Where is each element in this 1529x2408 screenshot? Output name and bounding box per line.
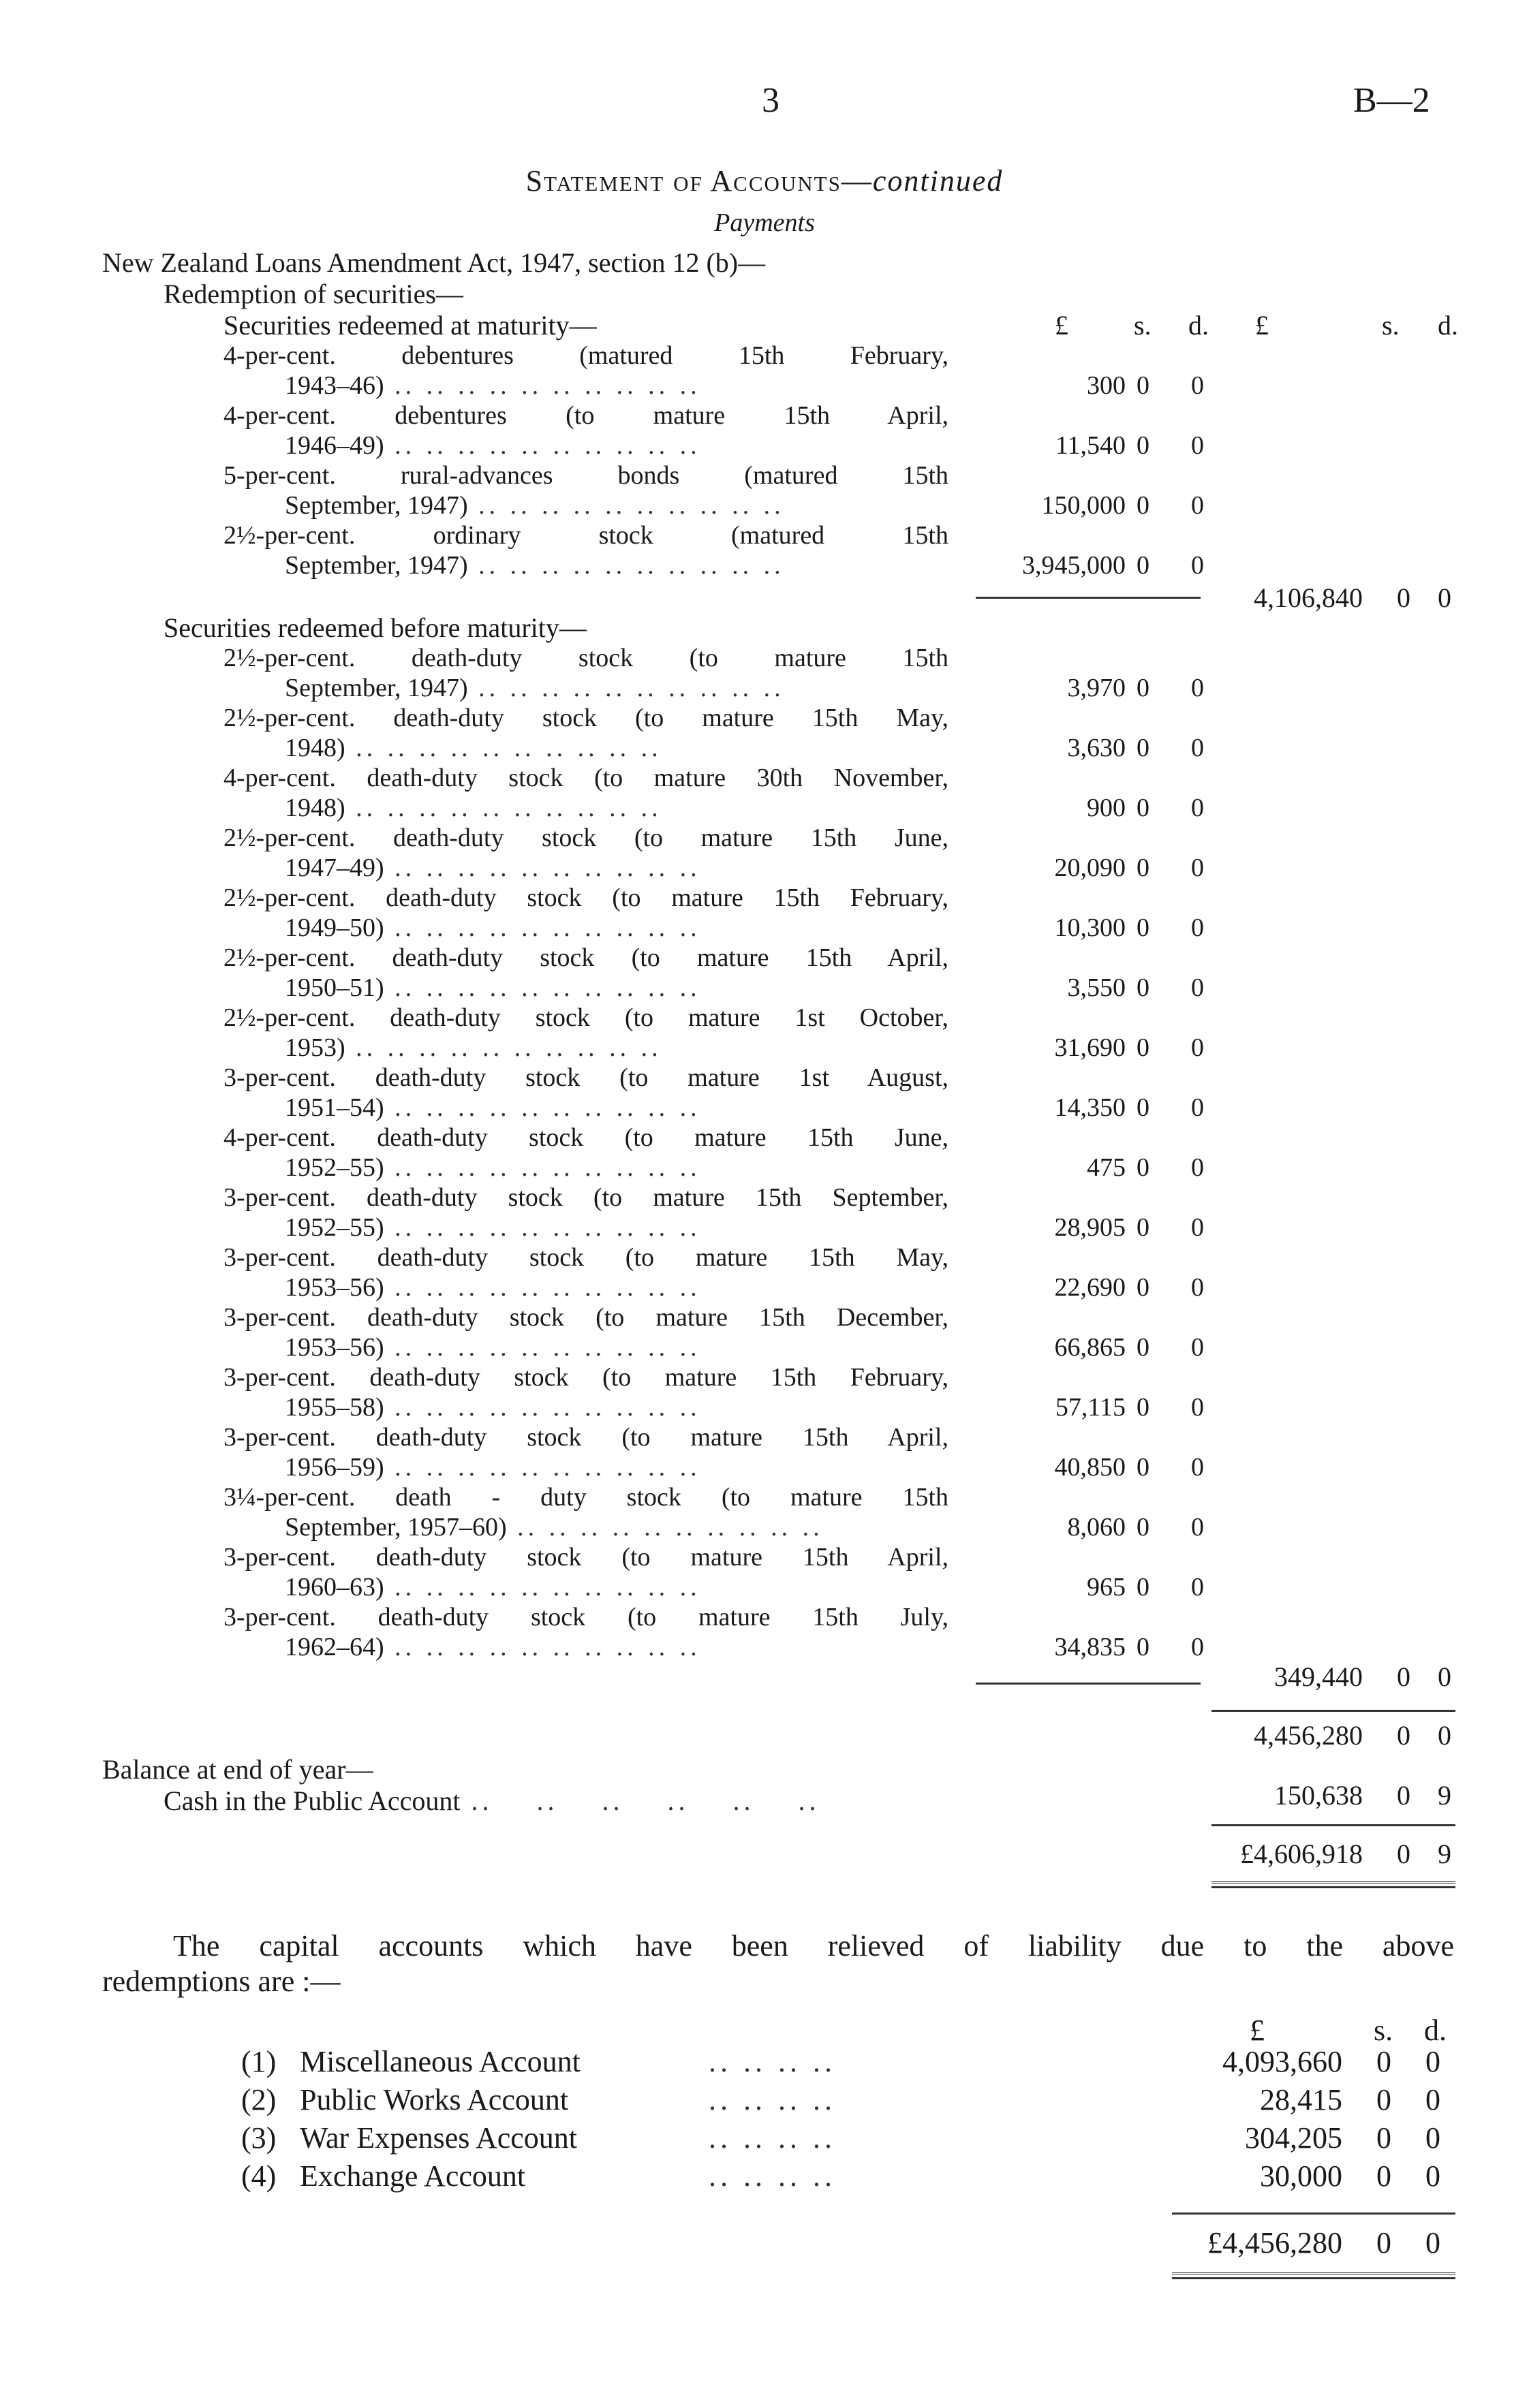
account-row bbox=[0, 2044, 1529, 2082]
security-period-text: 1951–54) bbox=[285, 1093, 384, 1122]
account-number: (4) bbox=[241, 2159, 277, 2193]
security-period bbox=[285, 1512, 948, 1542]
leader-dots: .. .. .. .. .. .. .. .. .. .. bbox=[384, 431, 701, 460]
security-amount-pounds: 150,000 bbox=[1041, 491, 1126, 520]
security-period bbox=[285, 1452, 948, 1482]
balance-shillings: 0 bbox=[1397, 1780, 1410, 1811]
security-period-text: 1943–46) bbox=[285, 371, 384, 400]
leader-dots: .. .. .. .. bbox=[709, 2159, 836, 2193]
security-period bbox=[285, 973, 948, 1003]
security-entry bbox=[0, 1542, 1529, 1602]
note-line-1: The capital accounts which have been relieved of liability due to the above bbox=[173, 1929, 1454, 1963]
accounts-total-pounds: £4,456,280 bbox=[1207, 2226, 1342, 2260]
security-period-text: September, 1947) bbox=[285, 491, 468, 520]
account-name: Miscellaneous Account bbox=[300, 2045, 581, 2078]
title-main: Statement of Accounts bbox=[525, 164, 841, 198]
security-amount-shillings: 0 bbox=[1137, 913, 1149, 942]
leader-dots: .. .. .. .. .. .. .. .. .. .. bbox=[384, 854, 701, 882]
account-number: (3) bbox=[241, 2121, 277, 2155]
balance-pounds: 150,638 bbox=[1274, 1780, 1363, 1811]
security-period bbox=[285, 1572, 948, 1602]
leader-dots: .. .. .. .. .. .. .. .. .. .. bbox=[384, 371, 701, 400]
security-amount-pounds: 475 bbox=[1087, 1153, 1126, 1182]
security-amount-shillings: 0 bbox=[1137, 734, 1149, 762]
security-amount-shillings: 0 bbox=[1137, 973, 1149, 1002]
security-amount-pounds: 3,970 bbox=[1067, 674, 1126, 702]
security-description: 3-per-cent. death-duty stock (to mature 15th December, bbox=[223, 1303, 948, 1332]
security-amount-pounds: 8,060 bbox=[1067, 1513, 1126, 1542]
pence-column-header: d. bbox=[1188, 310, 1209, 341]
leader-dots: .. .. .. .. bbox=[709, 2045, 836, 2078]
security-period bbox=[285, 1272, 948, 1302]
security-amount-pence: 0 bbox=[1191, 1453, 1204, 1482]
security-period-text: September, 1947) bbox=[285, 674, 468, 702]
security-period-text: 1948) bbox=[285, 794, 345, 822]
security-amount-pence: 0 bbox=[1191, 794, 1204, 822]
security-period-text: 1950–51) bbox=[285, 973, 384, 1002]
leader-dots: .. .. .. .. .. .. .. .. .. .. bbox=[506, 1513, 824, 1542]
security-amount-pounds: 965 bbox=[1087, 1573, 1126, 1601]
security-description: 2½-per-cent. death-duty stock (to mature 15th bbox=[223, 644, 948, 672]
security-period-text: September, 1947) bbox=[285, 551, 468, 580]
maturity-subtotal-shillings: 0 bbox=[1397, 582, 1410, 613]
security-period bbox=[285, 431, 948, 460]
security-amount-pounds: 14,350 bbox=[1054, 1093, 1126, 1122]
security-amount-pence: 0 bbox=[1191, 491, 1204, 520]
grand-total-rule bbox=[1211, 1824, 1455, 1826]
security-amount-pence: 0 bbox=[1191, 1333, 1204, 1362]
before-maturity-subtotal-shillings: 0 bbox=[1397, 1661, 1410, 1692]
leader-dots: .. .. .. .. .. .. .. .. .. .. bbox=[384, 1153, 701, 1182]
security-description: 4-per-cent. death-duty stock (to mature 30th November, bbox=[223, 764, 948, 792]
document-code: B—2 bbox=[1353, 81, 1430, 120]
security-description: 2½-per-cent. ordinary stock (matured 15th bbox=[223, 521, 948, 550]
security-period bbox=[285, 673, 948, 703]
security-amount-shillings: 0 bbox=[1137, 491, 1149, 520]
security-period bbox=[285, 371, 948, 401]
security-amount-pounds: 40,850 bbox=[1054, 1453, 1126, 1482]
security-period-text: 1947–49) bbox=[285, 854, 384, 882]
redemptions-rule bbox=[1211, 1710, 1455, 1712]
security-entry bbox=[0, 1422, 1529, 1482]
security-amount-pounds: 900 bbox=[1087, 794, 1126, 822]
security-entry bbox=[0, 1302, 1529, 1362]
security-period bbox=[285, 490, 948, 520]
security-amount-shillings: 0 bbox=[1137, 1093, 1149, 1122]
account-shillings: 0 bbox=[1376, 2045, 1391, 2078]
security-amount-shillings: 0 bbox=[1137, 854, 1149, 882]
balance-pence: 9 bbox=[1438, 1780, 1451, 1811]
security-entry bbox=[0, 460, 1529, 520]
security-period bbox=[285, 1632, 948, 1662]
security-description: 2½-per-cent. death-duty stock (to mature 15th April, bbox=[223, 943, 948, 972]
leader-dots: .. .. .. .. .. .. .. .. .. .. bbox=[345, 1033, 662, 1062]
before-maturity-subtotal-pounds: 349,440 bbox=[1274, 1661, 1363, 1692]
security-period-text: 1953–56) bbox=[285, 1333, 384, 1362]
balance-heading: Balance at end of year— bbox=[102, 1754, 373, 1785]
accounts-total-pence: 0 bbox=[1425, 2226, 1440, 2260]
security-period-text: 1949–50) bbox=[285, 913, 384, 942]
maturity-subtotal-pounds: 4,106,840 bbox=[1254, 582, 1363, 613]
account-shillings: 0 bbox=[1376, 2083, 1391, 2116]
security-period bbox=[285, 1093, 948, 1123]
security-amount-pence: 0 bbox=[1191, 674, 1204, 702]
security-entry bbox=[0, 1362, 1529, 1422]
account-shillings: 0 bbox=[1376, 2159, 1391, 2193]
security-amount-shillings: 0 bbox=[1137, 551, 1149, 580]
account-pounds: 304,205 bbox=[1245, 2121, 1342, 2155]
account-row bbox=[0, 2158, 1529, 2196]
security-amount-pounds: 20,090 bbox=[1054, 854, 1126, 882]
security-amount-pounds: 300 bbox=[1087, 371, 1126, 400]
leader-dots: .. .. .. .. .. .. .. .. .. .. bbox=[384, 1393, 701, 1422]
security-entry bbox=[0, 763, 1529, 823]
security-amount-pence: 0 bbox=[1191, 1093, 1204, 1122]
account-pounds: 30,000 bbox=[1260, 2159, 1342, 2193]
account-pounds: 4,093,660 bbox=[1222, 2045, 1342, 2078]
account-row bbox=[0, 2120, 1529, 2158]
leader-dots: .. .. .. .. bbox=[709, 2083, 836, 2116]
maturity-subtotal-pence: 0 bbox=[1438, 582, 1451, 613]
security-period bbox=[285, 550, 948, 580]
note-line-2: redemptions are :— bbox=[102, 1965, 341, 1998]
balance-label-text: Cash in the Public Account bbox=[164, 1785, 461, 1816]
accounts-total-rule bbox=[1172, 2212, 1455, 2215]
security-amount-pence: 0 bbox=[1191, 1033, 1204, 1062]
security-period-text: 1952–55) bbox=[285, 1213, 384, 1242]
security-entry bbox=[0, 1183, 1529, 1242]
security-amount-shillings: 0 bbox=[1137, 1573, 1149, 1601]
security-amount-pence: 0 bbox=[1191, 551, 1204, 580]
security-amount-pounds: 3,945,000 bbox=[1022, 551, 1126, 580]
page-number: 3 bbox=[762, 81, 779, 120]
leader-dots: .. .. .. .. .. .. .. .. .. .. bbox=[384, 1093, 701, 1122]
security-period-text: 1953–56) bbox=[285, 1273, 384, 1302]
security-amount-pounds: 10,300 bbox=[1054, 913, 1126, 942]
security-amount-pounds: 34,835 bbox=[1054, 1633, 1126, 1661]
security-entry bbox=[0, 1003, 1529, 1063]
security-amount-shillings: 0 bbox=[1137, 431, 1149, 460]
security-period-text: 1953) bbox=[285, 1033, 345, 1062]
security-description: 3-per-cent. death-duty stock (to mature 15th July, bbox=[223, 1603, 948, 1631]
title-suffix: continued bbox=[872, 164, 1004, 198]
security-period bbox=[285, 853, 948, 883]
account-number: (1) bbox=[241, 2045, 277, 2078]
pounds-column-header: £ bbox=[1055, 310, 1068, 341]
security-amount-shillings: 0 bbox=[1137, 794, 1149, 822]
security-period bbox=[285, 1213, 948, 1242]
grand-total-double-rule bbox=[1211, 1881, 1455, 1888]
security-description: 3-per-cent. death-duty stock (to mature 15th April, bbox=[223, 1543, 948, 1572]
shillings-column-header: s. bbox=[1134, 310, 1152, 341]
security-amount-pounds: 28,905 bbox=[1054, 1213, 1126, 1242]
security-amount-pence: 0 bbox=[1191, 913, 1204, 942]
pence-column-header-total: d. bbox=[1438, 310, 1458, 341]
security-period-text: 1956–59) bbox=[285, 1453, 384, 1482]
security-description: 4-per-cent. debentures (matured 15th February, bbox=[223, 341, 948, 370]
account-pounds: 28,415 bbox=[1260, 2083, 1342, 2116]
security-period bbox=[285, 1153, 948, 1183]
security-description: 2½-per-cent. death-duty stock (to mature 15th May, bbox=[223, 704, 948, 732]
pounds-column-header-total: £ bbox=[1255, 310, 1269, 341]
security-entry bbox=[0, 341, 1529, 401]
security-period bbox=[285, 1392, 948, 1422]
security-amount-shillings: 0 bbox=[1137, 371, 1149, 400]
redemption-heading: Redemption of securities— bbox=[164, 279, 463, 309]
security-entry bbox=[0, 823, 1529, 883]
security-period-text: 1962–64) bbox=[285, 1633, 384, 1661]
leader-dots: .. .. .. .. .. .. .. .. .. .. bbox=[384, 1633, 701, 1661]
security-amount-pence: 0 bbox=[1191, 1153, 1204, 1182]
account-pence: 0 bbox=[1425, 2159, 1440, 2193]
leader-dots: .. .. .. .. .. .. .. .. .. .. bbox=[384, 1273, 701, 1302]
section-title: Payments bbox=[714, 208, 815, 237]
security-entry bbox=[0, 1602, 1529, 1662]
accounts-total-shillings: 0 bbox=[1376, 2226, 1391, 2260]
security-amount-shillings: 0 bbox=[1137, 1513, 1149, 1542]
security-entry bbox=[0, 1123, 1529, 1183]
security-period-text: 1960–63) bbox=[285, 1573, 384, 1601]
leader-dots: .. .. .. .. .. .. .. .. .. .. bbox=[345, 734, 662, 762]
security-amount-shillings: 0 bbox=[1137, 1633, 1149, 1661]
leader-dots: .. .. .. .. .. .. .. .. .. .. bbox=[384, 913, 701, 942]
leader-dots: .. .. .. .. .. .. .. .. .. .. bbox=[384, 1333, 701, 1362]
account-pence: 0 bbox=[1425, 2121, 1440, 2155]
security-amount-pounds: 66,865 bbox=[1054, 1333, 1126, 1362]
account-pence: 0 bbox=[1425, 2045, 1440, 2078]
security-description: 2½-per-cent. death-duty stock (to mature 1st October, bbox=[223, 1003, 948, 1032]
account-name: Public Works Account bbox=[300, 2083, 569, 2116]
security-period-text: 1948) bbox=[285, 734, 345, 762]
grand-total-pounds: £4,606,918 bbox=[1240, 1839, 1363, 1869]
total-redemptions-shillings: 0 bbox=[1397, 1720, 1410, 1751]
security-period-text: 1952–55) bbox=[285, 1153, 384, 1182]
security-amount-shillings: 0 bbox=[1137, 1453, 1149, 1482]
security-amount-shillings: 0 bbox=[1137, 1273, 1149, 1302]
security-entry bbox=[0, 703, 1529, 763]
security-period bbox=[285, 793, 948, 823]
security-period bbox=[285, 913, 948, 943]
shillings-column-header-total: s. bbox=[1382, 310, 1400, 341]
security-amount-shillings: 0 bbox=[1137, 1393, 1149, 1422]
note-shillings-header: s. bbox=[1374, 2014, 1393, 2047]
account-name: War Expenses Account bbox=[300, 2121, 577, 2155]
security-period bbox=[285, 1332, 948, 1362]
maturity-heading: Securities redeemed at maturity— bbox=[223, 310, 597, 341]
leader-dots: .. .. .. .. .. .. .. .. .. .. bbox=[384, 1573, 701, 1601]
security-amount-pence: 0 bbox=[1191, 1213, 1204, 1242]
note-pounds-header: £ bbox=[1250, 2014, 1265, 2047]
security-entry bbox=[0, 1242, 1529, 1302]
act-heading: New Zealand Loans Amendment Act, 1947, section 12 (b)— bbox=[102, 247, 766, 278]
before-maturity-heading: Securities redeemed before maturity— bbox=[164, 612, 587, 643]
grand-total-pence: 9 bbox=[1438, 1839, 1451, 1869]
security-amount-pence: 0 bbox=[1191, 1273, 1204, 1302]
security-amount-pounds: 57,115 bbox=[1055, 1393, 1126, 1422]
security-entry bbox=[0, 883, 1529, 943]
security-entry bbox=[0, 1063, 1529, 1123]
security-amount-pence: 0 bbox=[1191, 1633, 1204, 1661]
security-description: 4-per-cent. death-duty stock (to mature 15th June, bbox=[223, 1123, 948, 1152]
security-amount-pounds: 11,540 bbox=[1055, 431, 1126, 460]
leader-dots: .. .. .. .. .. .. .. .. .. .. bbox=[467, 551, 785, 580]
security-amount-pounds: 3,550 bbox=[1067, 973, 1126, 1002]
security-amount-pence: 0 bbox=[1191, 734, 1204, 762]
leader-dots: .. .. .. .. .. .. .. .. .. .. bbox=[384, 1453, 701, 1482]
account-shillings: 0 bbox=[1376, 2121, 1391, 2155]
leader-dots: .. .. .. .. .. .. .. .. .. .. bbox=[467, 491, 785, 520]
security-entry bbox=[0, 520, 1529, 580]
leader-dots: .. .. .. .. .. .. .. .. .. .. bbox=[384, 1213, 701, 1242]
security-period-text: September, 1957–60) bbox=[285, 1513, 507, 1542]
security-entry bbox=[0, 401, 1529, 460]
security-description: 3-per-cent. death-duty stock (to mature 15th September, bbox=[223, 1183, 948, 1212]
security-entry bbox=[0, 643, 1529, 703]
leader-dots: .. .. .. .. bbox=[709, 2121, 836, 2155]
security-description: 2½-per-cent. death-duty stock (to mature 15th February, bbox=[223, 884, 948, 912]
security-amount-pence: 0 bbox=[1191, 973, 1204, 1002]
security-amount-pence: 0 bbox=[1191, 1393, 1204, 1422]
account-name: Exchange Account bbox=[300, 2159, 526, 2193]
security-amount-pence: 0 bbox=[1191, 431, 1204, 460]
security-amount-shillings: 0 bbox=[1137, 674, 1149, 702]
security-period bbox=[285, 733, 948, 763]
security-period bbox=[285, 1033, 948, 1063]
security-entry bbox=[0, 1482, 1529, 1542]
security-period-text: 1955–58) bbox=[285, 1393, 384, 1422]
total-redemptions-pence: 0 bbox=[1438, 1720, 1451, 1751]
note-pence-header: d. bbox=[1424, 2014, 1447, 2047]
security-description: 4-per-cent. debentures (to mature 15th April, bbox=[223, 401, 948, 430]
security-amount-pence: 0 bbox=[1191, 1513, 1204, 1542]
statement-title: Statement of Accounts—continued bbox=[525, 164, 1004, 198]
security-amount-pence: 0 bbox=[1191, 1573, 1204, 1601]
account-row bbox=[0, 2082, 1529, 2120]
security-entry bbox=[0, 943, 1529, 1003]
security-amount-shillings: 0 bbox=[1137, 1333, 1149, 1362]
total-redemptions-pounds: 4,456,280 bbox=[1254, 1720, 1363, 1751]
security-amount-shillings: 0 bbox=[1137, 1153, 1149, 1182]
security-description: 3¼-per-cent. death - duty stock (to mature 15th bbox=[223, 1483, 948, 1512]
balance-label: Cash in the Public Account .. .. .. .. .. .. bbox=[164, 1785, 820, 1816]
account-number: (2) bbox=[241, 2083, 277, 2116]
security-amount-shillings: 0 bbox=[1137, 1033, 1149, 1062]
security-description: 2½-per-cent. death-duty stock (to mature 15th June, bbox=[223, 824, 948, 852]
leader-dots: .. .. .. .. .. .. .. .. .. .. bbox=[345, 794, 662, 822]
grand-total-shillings: 0 bbox=[1397, 1839, 1410, 1869]
security-period-text: 1946–49) bbox=[285, 431, 384, 460]
security-amount-pence: 0 bbox=[1191, 854, 1204, 882]
before-maturity-subtotal-pence: 0 bbox=[1438, 1661, 1451, 1692]
security-amount-pounds: 3,630 bbox=[1067, 734, 1126, 762]
security-description: 3-per-cent. death-duty stock (to mature 1st August, bbox=[223, 1063, 948, 1092]
security-amount-pounds: 31,690 bbox=[1054, 1033, 1126, 1062]
security-description: 5-per-cent. rural-advances bonds (matured 15th bbox=[223, 461, 948, 490]
leader-dots: .. .. .. .. .. .. .. .. .. .. bbox=[467, 674, 785, 702]
security-description: 3-per-cent. death-duty stock (to mature 15th May, bbox=[223, 1243, 948, 1272]
accounts-total-double-rule bbox=[1172, 2272, 1455, 2279]
security-description: 3-per-cent. death-duty stock (to mature 15th February, bbox=[223, 1363, 948, 1392]
security-description: 3-per-cent. death-duty stock (to mature 15th April, bbox=[223, 1423, 948, 1452]
security-amount-pounds: 22,690 bbox=[1054, 1273, 1126, 1302]
security-amount-pence: 0 bbox=[1191, 371, 1204, 400]
leader-dots: .. .. .. .. .. .. .. .. .. .. bbox=[384, 973, 701, 1002]
account-pence: 0 bbox=[1425, 2083, 1440, 2116]
security-amount-shillings: 0 bbox=[1137, 1213, 1149, 1242]
